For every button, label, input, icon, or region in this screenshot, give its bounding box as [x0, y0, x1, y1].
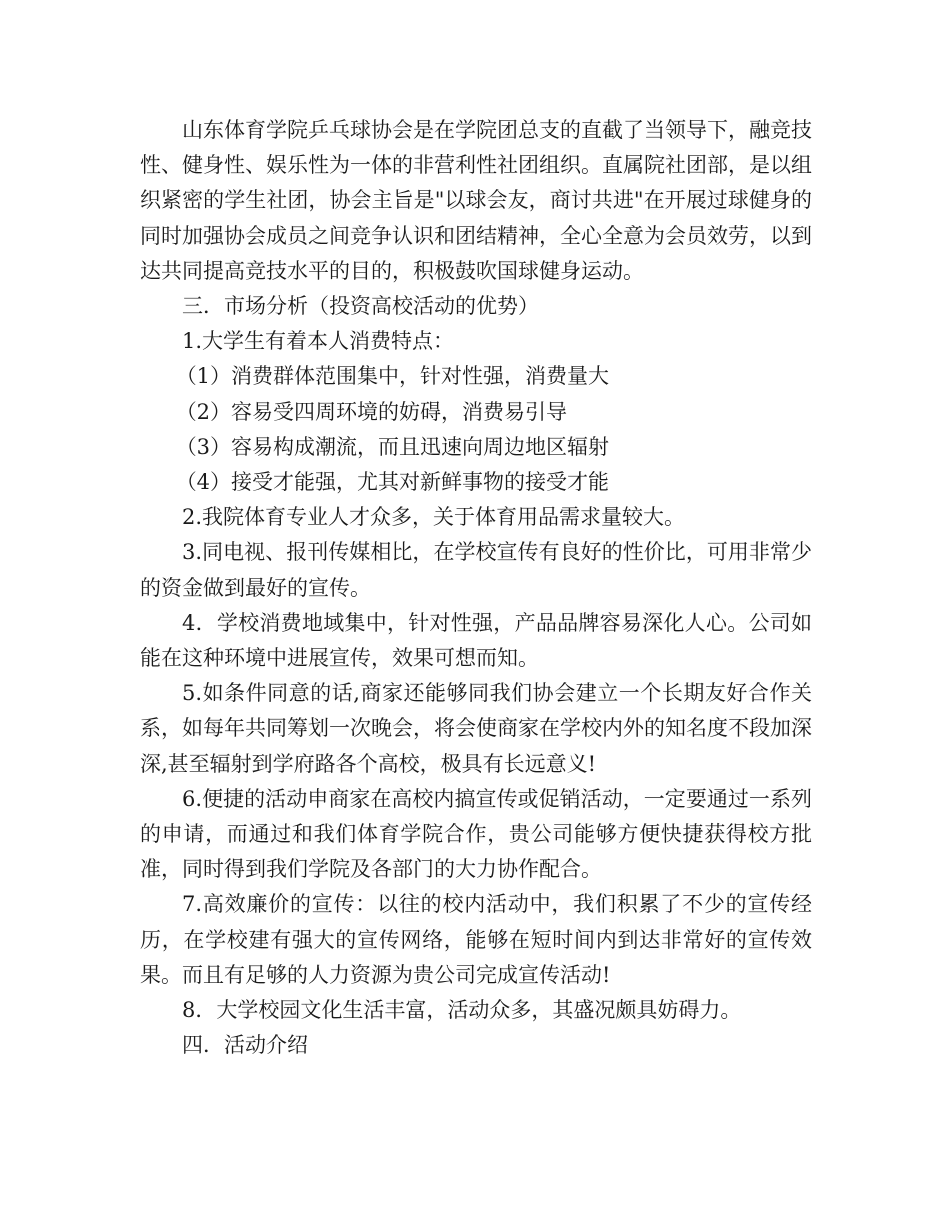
list-item-7: 7.高效廉价的宣传：以往的校内活动中，我们积累了不少的宣传经历，在学校建有强大的宣传网络，能够在短时间内到达非常好的宣传效果。而且有足够的人力资源为贵公司完成宣传活动!	[140, 892, 812, 987]
sub-item-4: （4）接受才能强，尤其对新鲜事物的接受才能	[175, 470, 610, 495]
list-item-1: 1.大学生有着本人消费特点：	[182, 329, 455, 354]
list-item-2: 2.我院体育专业人才众多，关于体育用品需求量较大。	[182, 505, 686, 530]
list-item-4: 4．学校消费地域集中，针对性强，产品品牌容易深化人心。公司如能在这种环境中进展宣传，效果可想而知。	[140, 610, 812, 671]
heading-activity-intro: 四．活动介绍	[182, 1033, 308, 1058]
list-item-3: 3.同电视、报刊传媒相比，在学校宣传有良好的性价比，可用非常少的资金做到最好的宣传。	[140, 540, 812, 600]
sub-item-1: （1）消费群体范围集中，针对性强，消费量大	[175, 364, 610, 389]
heading-market-analysis: 三．市场分析（投资高校活动的优势）	[182, 294, 539, 319]
list-item-6: 6.便捷的活动申商家在高校内搞宣传或促销活动，一定要通过一系列的申请，而通过和我们体育学院合作，贵公司能够方便快捷获得校方批准，同时得到我们学院及各部门的大力协作配合。	[140, 786, 812, 882]
paragraph-association-intro: 山东体育学院乒乓球协会是在学院团总支的直截了当领导下，融竞技性、健身性、娱乐性为一体的非营利性社团组织。直属院社团部，是以组织紧密的学生社团，协会主旨是"以球会友，商讨共进"在开展过球健身的同时加强协会成员之间竞争认识和团结精神，全心全意为会员效劳，以到达共同提高竞技水平的目的，积极鼓吹国球健身运动。	[140, 118, 812, 283]
list-item-8: 8．大学校园文化生活丰富，活动众多，其盛况颇具妨碍力。	[182, 998, 742, 1023]
list-item-5: 5.如条件同意的话,商家还能够同我们协会建立一个长期友好合作关系，如每年共同筹划一次晚会，将会使商家在学校内外的知名度不段加深深,甚至辐射到学府路各个高校，极具有长远意义!	[140, 681, 812, 776]
sub-item-3: （3）容易构成潮流，而且迅速向周边地区辐射	[175, 434, 610, 459]
document-body	[140, 113, 812, 1063]
sub-item-2: （2）容易受四周环境的妨碍，消费易引导	[175, 399, 568, 424]
